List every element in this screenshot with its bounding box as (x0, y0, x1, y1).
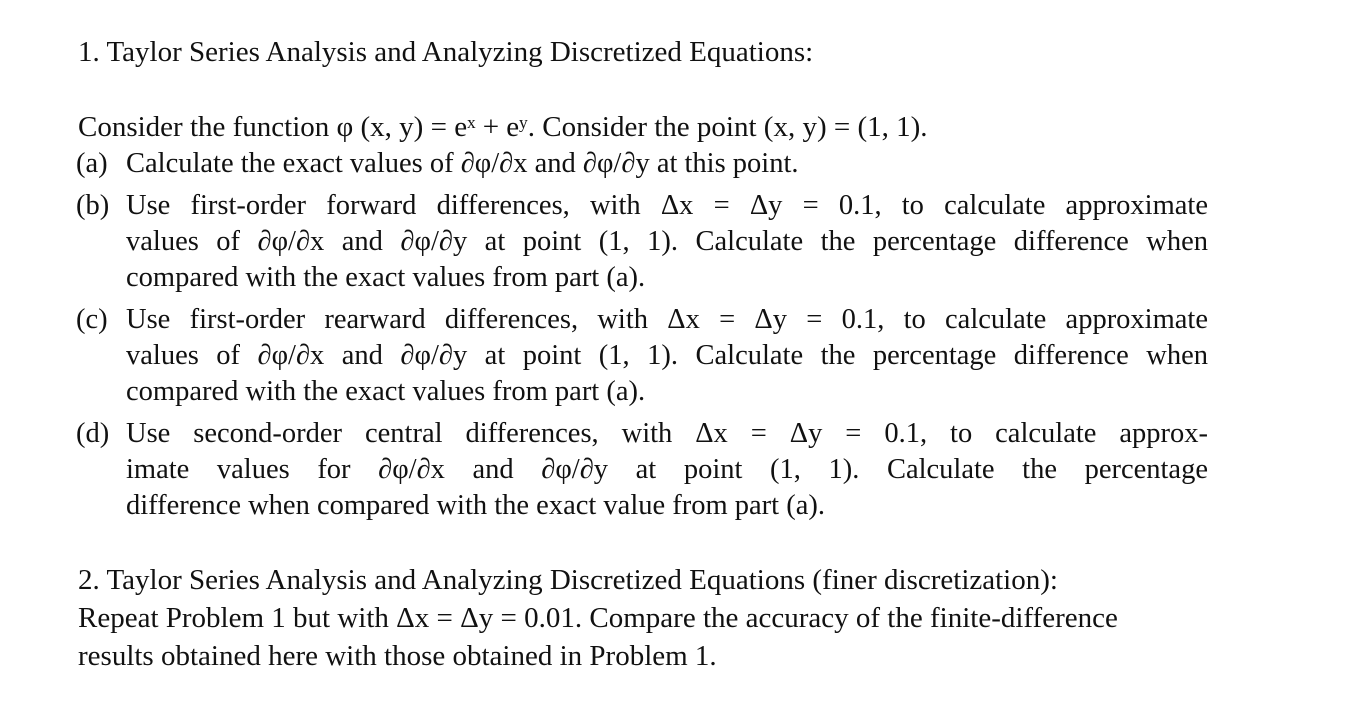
part-d-line-1: Use second-order central differences, with Δx = Δy = 0.1, to calculate approx- (126, 418, 1208, 449)
problem-1-parts (76, 146, 1216, 524)
part-b-line-1: Use first-order forward differences, with Δx = Δy = 0.1, to calculate approximate (126, 190, 1208, 221)
part-a-line-1: Calculate the exact values of ∂φ/∂x and ∂φ/∂y at this point. (126, 148, 799, 179)
part-a-body (126, 146, 1208, 182)
problem-2 (78, 561, 1118, 675)
part-c (76, 302, 1216, 410)
part-c-body (126, 302, 1208, 410)
part-d-body (126, 416, 1208, 524)
part-d-line-3: difference when compared with the exact value from part (a). (126, 490, 825, 521)
part-d-tag: (d) (76, 418, 110, 449)
part-d (76, 416, 1216, 524)
part-b (76, 188, 1216, 296)
part-b-line-3: compared with the exact values from part (a). (126, 262, 646, 293)
part-c-line-3: compared with the exact values from part (a). (126, 376, 646, 407)
part-a (76, 146, 1216, 182)
part-b-body (126, 188, 1208, 296)
part-b-line-2: values of ∂φ/∂x and ∂φ/∂y at point (1, 1). Calculate the percentage difference when (126, 226, 1208, 257)
part-a-tag: (a) (76, 148, 108, 179)
part-c-line-1: Use first-order rearward differences, with Δx = Δy = 0.1, to calculate approximate (126, 304, 1208, 335)
part-c-tag: (c) (76, 304, 108, 335)
part-d-line-2: imate values for ∂φ/∂x and ∂φ/∂y at point (1, 1). Calculate the percentage (126, 454, 1208, 485)
problem-1-heading: 1. Taylor Series Analysis and Analyzing Discretized Equations: (78, 36, 814, 68)
part-b-tag: (b) (76, 190, 110, 221)
problem-2-line-3: results obtained here with those obtained in Problem 1. (78, 640, 717, 672)
part-c-line-2: values of ∂φ/∂x and ∂φ/∂y at point (1, 1). Calculate the percentage difference when (126, 340, 1208, 371)
problem-2-line-2: Repeat Problem 1 but with Δx = Δy = 0.01. Compare the accuracy of the finite-difference (78, 602, 1118, 634)
problem-2-heading: 2. Taylor Series Analysis and Analyzing Discretized Equations (finer discretization): (78, 564, 1058, 596)
problem-1-intro: Consider the function φ (x, y) = eˣ + eʸ. Consider the point (x, y) = (1, 1). (78, 111, 928, 143)
